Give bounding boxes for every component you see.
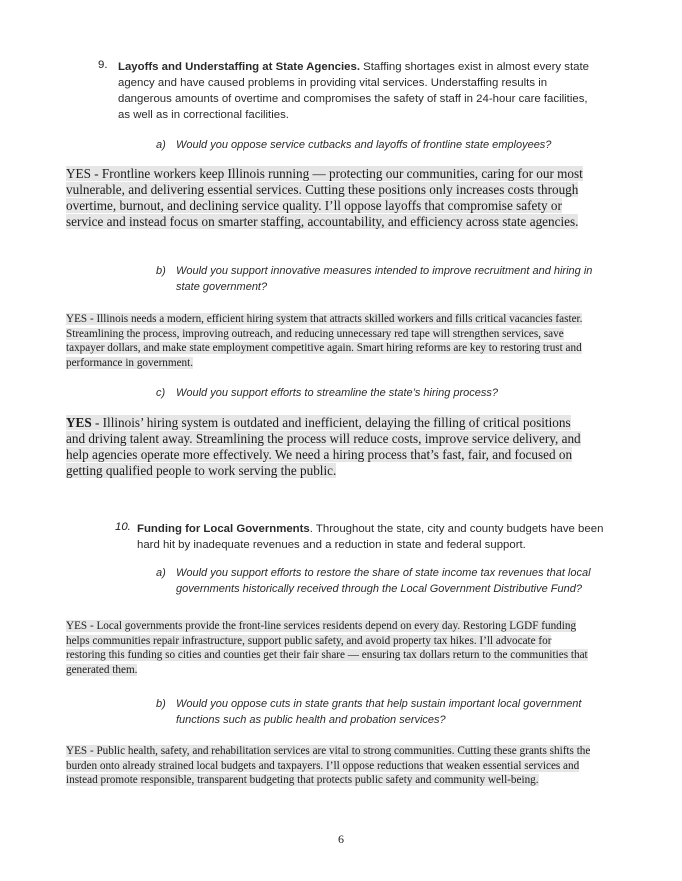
section-number: 9. <box>98 59 108 71</box>
question-text: Would you support innovative measures intended to improve recruitment and hiring in state government? <box>176 265 593 293</box>
section-9 <box>98 59 598 123</box>
answer-10b <box>66 744 591 788</box>
question-text: Would you oppose service cutbacks and layoffs of frontline state employees? <box>176 139 552 151</box>
question-10b <box>156 696 596 728</box>
section-title: Funding for Local Governments <box>137 523 310 535</box>
answer-text: - Public health, safety, and rehabilitation services are vital to strong communities. Cutting these grants shifts the burden onto already strained local budgets and taxpayers. I’ll oppose reductions that weaken essential services and instead promote responsible, transparent budgeting that protects public safety and community well-being. <box>66 745 591 786</box>
answer-9a <box>66 166 591 230</box>
section-10 <box>115 521 607 553</box>
answer-9c <box>66 415 591 479</box>
question-letter: b) <box>156 265 166 277</box>
question-letter: a) <box>156 567 166 579</box>
question-text: Would you support efforts to streamline the state’s hiring process? <box>176 387 499 399</box>
answer-10a <box>66 619 591 677</box>
section-number: 10. <box>115 521 131 533</box>
answer-9b <box>66 312 591 370</box>
answer-yes: YES <box>66 166 91 181</box>
section-title: Layoffs and Understaffing at State Agencies. <box>118 61 360 73</box>
question-letter: c) <box>156 387 166 399</box>
question-text: Would you support efforts to restore the share of state income tax revenues that local governments historically received through the Local Government Distributive Fund? <box>176 567 591 595</box>
question-9b <box>156 263 596 295</box>
question-text: Would you oppose cuts in state grants that help sustain important local government functions such as public health and probation services? <box>176 698 582 726</box>
section-text: Staffing shortages exist in almost every state agency and have caused problems in providing vital services. Understaffing results in dangerous amounts of overtime and compromises the safety of staff in 24-hour care facilities, as well as in correctional facilities. <box>118 61 589 121</box>
question-letter: a) <box>156 139 166 151</box>
question-letter: b) <box>156 698 166 710</box>
answer-yes: YES <box>66 745 88 757</box>
answer-yes: YES <box>66 620 88 632</box>
question-9a <box>156 137 616 153</box>
answer-yes: YES <box>66 415 92 430</box>
answer-text: - Illinois needs a modern, efficient hiring system that attracts skilled workers and fills critical vacancies faster. Streamlining the process, improving outreach, and reducing unnecessary red tape will strengthen services, save taxpayer dollars, and make state employment competitive again. Smart hiring reforms are key to restoring trust and performance in government. <box>66 313 583 369</box>
question-9c <box>156 385 616 401</box>
answer-yes: YES <box>66 313 88 325</box>
section-text: . Throughout the state, city and county budgets have been hard hit by inadequate revenues and a reduction in state and federal support. <box>137 523 604 551</box>
answer-text: - Illinois’ hiring system is outdated and inefficient, delaying the filling of critical positions and driving talent away. Streamlining the process will reduce costs, improve service delivery, and help agencies operate more effectively. We need a hiring process that’s fast, fair, and focused on getting qualified people to work serving the public. <box>66 415 581 478</box>
answer-text: - Frontline workers keep Illinois running — protecting our communities, caring for our most vulnerable, and delivering essential services. Cutting these positions only increases costs through overtime, burnout, and declining service quality. I’ll oppose layoffs that compromise safety or service and instead focus on smarter staffing, accountability, and efficiency across state agencies. <box>66 166 583 229</box>
answer-text: - Local governments provide the front-line services residents depend on every day. Restoring LGDF funding helps communities repair infrastructure, support public safety, and avoid property tax hikes. I’ll advocate for restoring this funding so cities and counties get their fair share — ensuring tax dollars return to the communities that generated them. <box>66 620 588 676</box>
page-number: 6 <box>338 832 344 846</box>
question-10a <box>156 565 616 597</box>
